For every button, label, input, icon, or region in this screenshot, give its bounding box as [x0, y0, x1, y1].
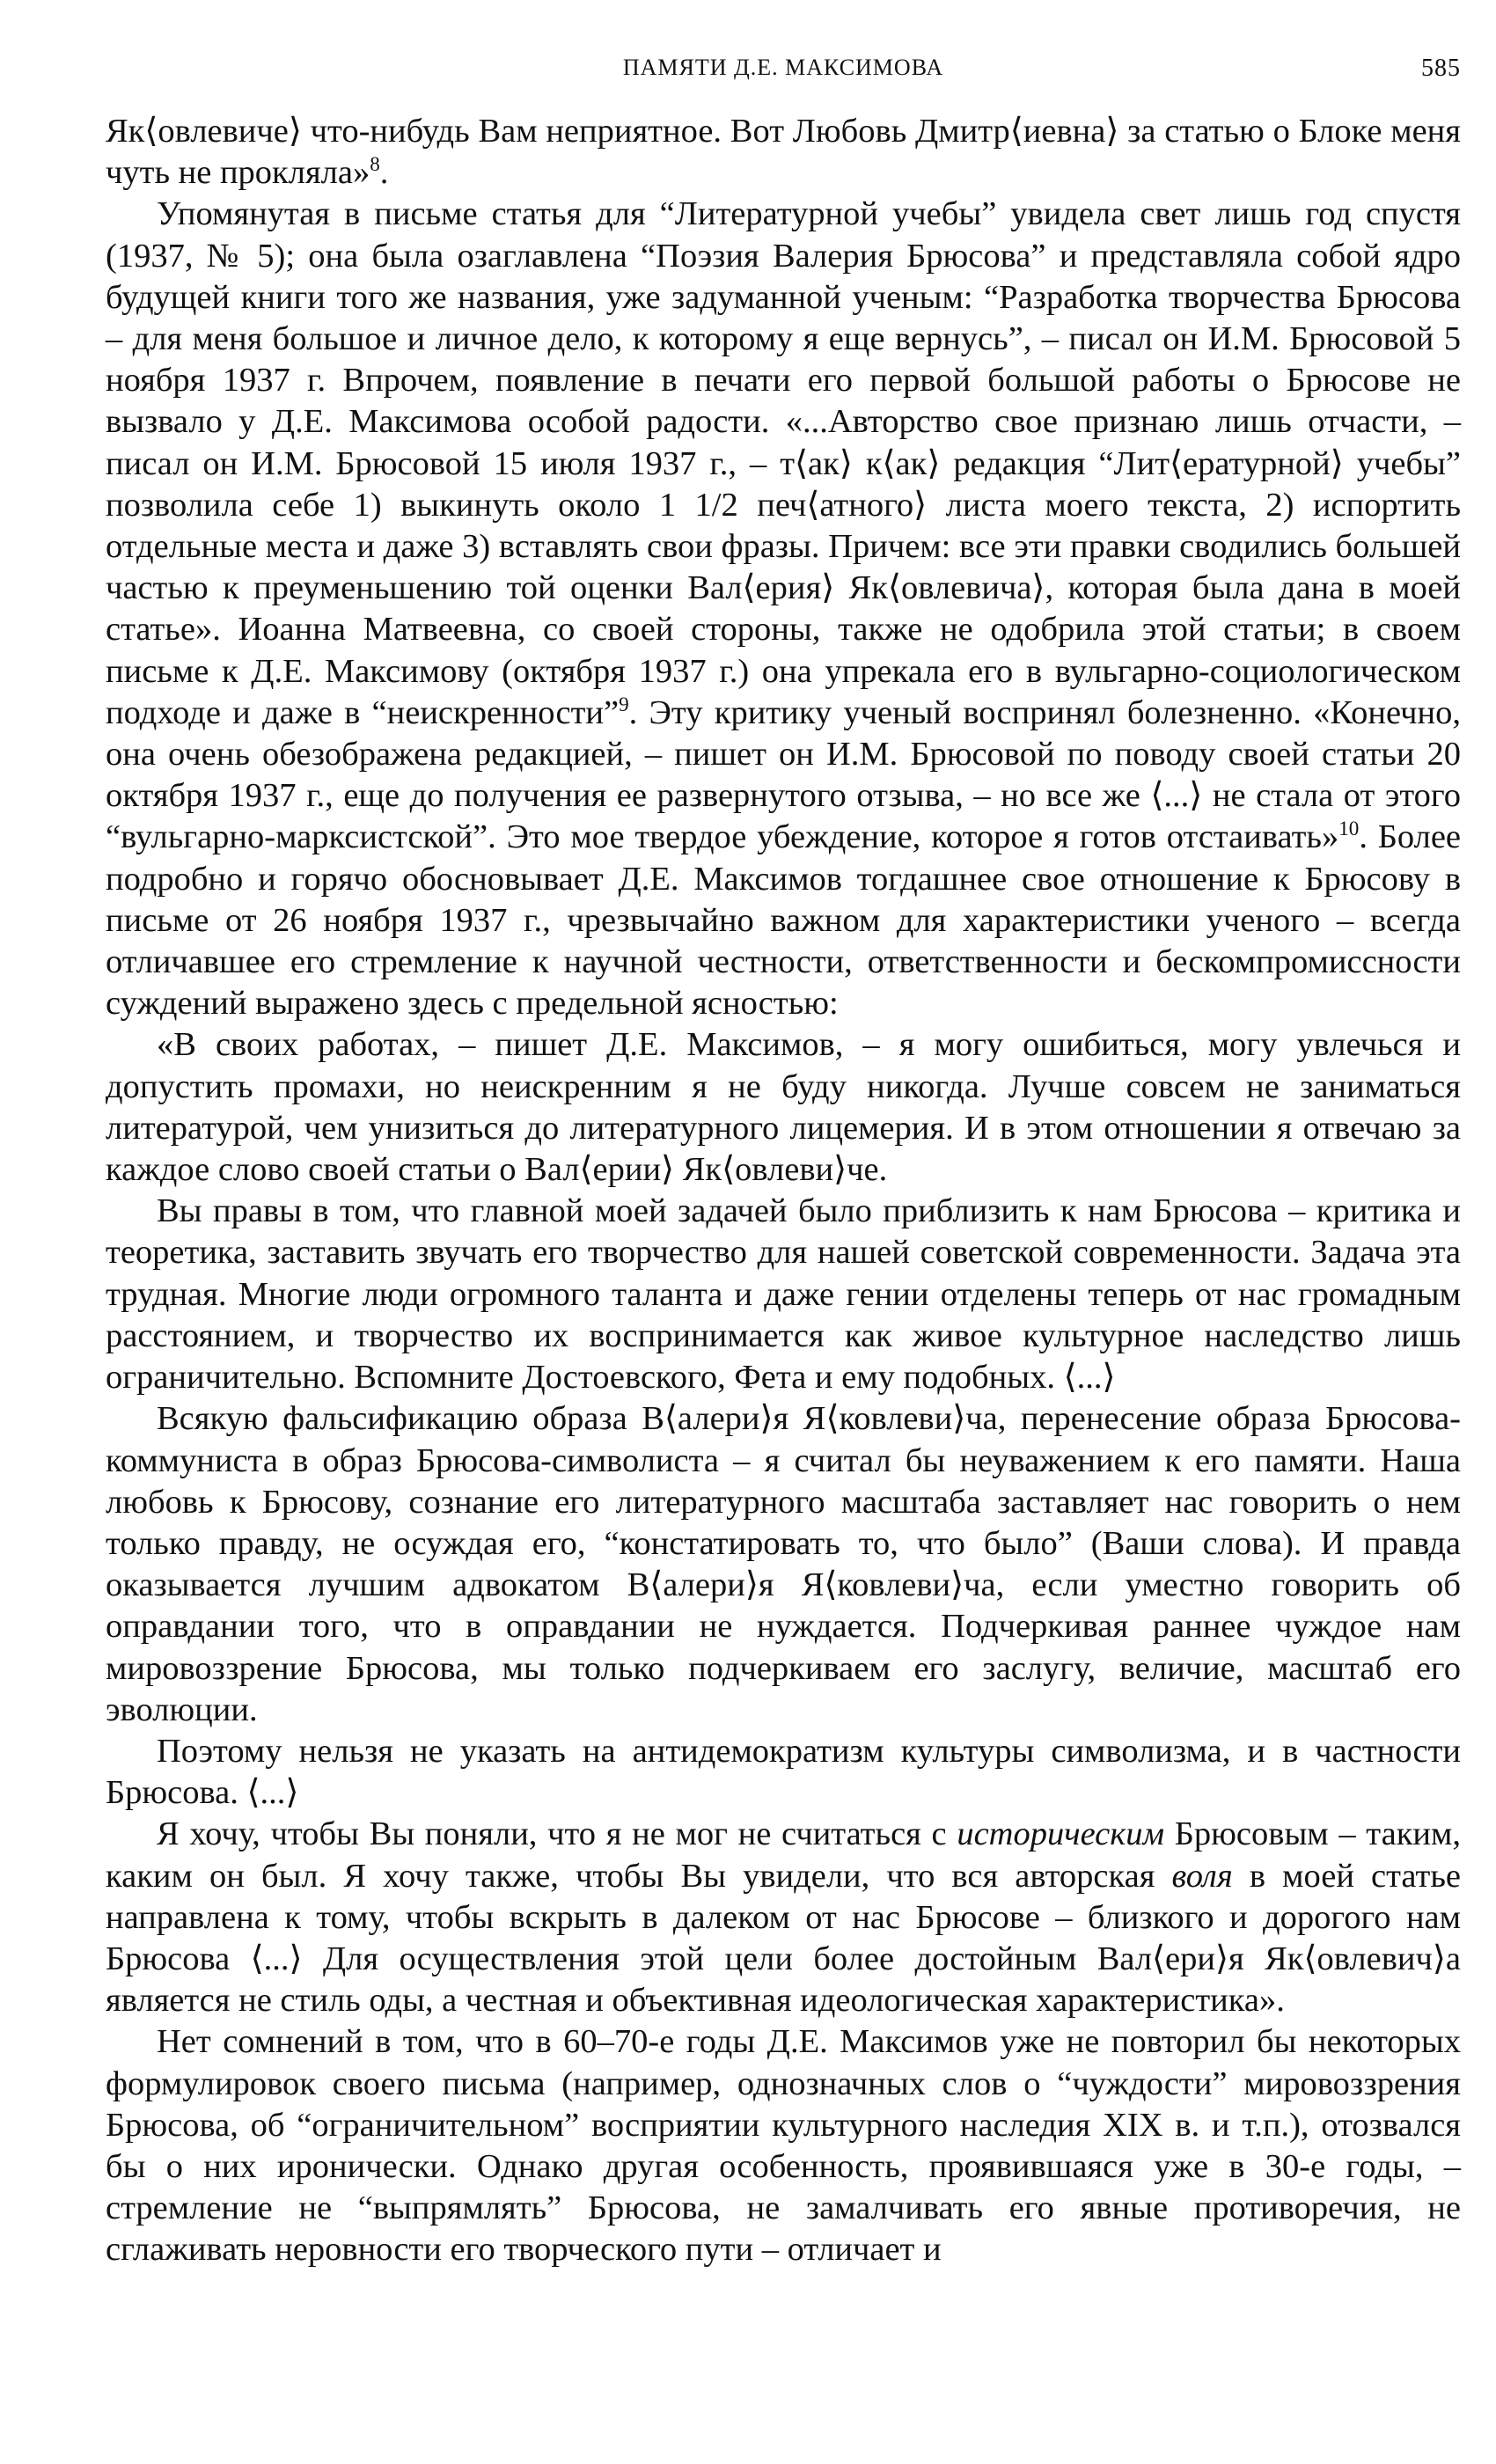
- quote-paragraph-1: «В своих работах, – пишет Д.Е. Максимов, – я могу ошибиться, могу увлечься и допустить промахи, но неискренним я не буду никогда. Лучше совсем не заниматься литературой, чем унизиться до литературного лицемерия. И в этом отношении я отвечаю за каждое слово своей статьи о Вал⟨ерии⟩ Як⟨овлеви⟩че.: [106, 1026, 1461, 1189]
- quote-paragraph-2: Вы правы в том, что главной моей задачей было приблизить к нам Брюсова – критика и теоретика, заставить звучать его творчество для нашей советской современности. Задача эта трудная. Многие люди огромного таланта и даже гении отделены теперь от нас громадным расстоянием, и творчество их воспринимается как живое культурное наследство лишь ограничительно. Вспомните Достоевского, Фета и ему подобных. ⟨...⟩: [106, 1192, 1461, 1397]
- emphasis-historical: историческим: [957, 1815, 1165, 1853]
- running-title: ПАМЯТИ Д.Е. МАКСИМОВА: [622, 55, 944, 80]
- page-header: [106, 35, 1461, 88]
- quote-paragraph-3: Всякую фальсификацию образа В⟨алери⟩я Я⟨ковлеви⟩ча, перенесение образа Брюсова-коммуниста в образ Брюсова-символиста – я считал бы неуважением к его памяти. Наша любовь к Брюсову, сознание его литературного масштаба заставляет нас говорить о нем только правду, не осуждая его, “констатировать то, что было” (Ваши слова). И правда оказывается лучшим адвокатом В⟨алери⟩я Я⟨ковлеви⟩ча, если уместно говорить об оправдании того, что в оправдании не нуждается. Подчеркивая раннее чуждое нам мировоззрение Брюсова, мы только подчеркиваем его заслугу, величие, масштаб его эволюции.: [106, 1400, 1461, 1728]
- quote-paragraph-4: Поэтому нельзя не указать на антидемократизм культуры символизма, и в частности Брюсова. ⟨...⟩: [106, 1732, 1461, 1812]
- document-page: [106, 35, 1461, 2271]
- article-body: [106, 111, 1461, 2271]
- page-number: 585: [1421, 55, 1461, 82]
- footnote-ref-8[interactable]: 8: [370, 152, 380, 176]
- footnote-ref-9[interactable]: 9: [619, 693, 629, 716]
- footnote-ref-10[interactable]: 10: [1338, 817, 1360, 840]
- paragraph-final: Нет сомнений в том, что в 60–70-е годы Д.Е. Максимов уже не повторил бы некоторых формулировок своего письма (например, однозначных слов о “чуждости” мировоззрения Брюсова, об “ограничительном” восприятии культурного наследия XIX в. и т.п.), отозвался бы о них иронически. Однако другая особенность, проявившаяся уже в 30-е годы, – стремление не “выпрямлять” Брюсова, не замалчивать его явные противоречия, не сглаживать неровности его творческого пути – отличает и: [106, 2023, 1461, 2269]
- paragraph-2: Упомянутая в письме статья для “Литературной учебы” увидела свет лишь год спустя (1937, № 5); она была озаглавлена “Поэзия Валерия Брюсова” и представляла собой ядро будущей книги того же названия, уже задуманной ученым: “Разработка творчества Брюсова – для меня большое и личное дело, к которому я еще вернусь”, – писал он И.М. Брюсовой 5 ноября 1937 г. Впрочем, появление в печати его первой большой работы о Брюсове не вызвало у Д.Е. Максимова особой радости. «...Авторство свое признаю лишь отчасти, – писал он И.М. Брюсовой 15 июля 1937 г., – т⟨ак⟩ к⟨ак⟩ редакция “Лит⟨ературной⟩ учебы” позволила себе 1) выкинуть около 1 1/2 печ⟨атного⟩ листа моего текста, 2) испортить отдельные места и даже 3) вставлять свои фразы. Причем: все эти правки сводились большей частью к преуменьшению той оценки Вал⟨ерия⟩ Як⟨овлевича⟩, которая была дана в моей статье». Иоанна Матвеевна, со своей стороны, также не одобрила этой статьи; в своем письме к Д.Е. Максимову (октября 1937 г.) она упрекала его в вульгарно-социологическом подходе и даже в “неискренности”$^9$. Эту критику ученый воспринял болезненно. «Конечно, она очень обезображена редакцией, – пишет он И.М. Брюсовой по поводу своей статьи 20 октября 1937 г., еще до получения ее развернутого отзыва, – но все же ⟨...⟩ не стала от этого “вульгарно-марксистской”. Это мое твердое убеждение, которое я готов отстаивать»$^{10}$. Более подробно и горячо обосновывает Д.Е. Максимов тогдашнее свое отношение к Брюсову в письме от 26 ноября 1937 г., чрезвычайно важном для характеристики ученого – всегда отличавшее его стремление к научной честности, ответственности и бескомпромиссности суждений выражено здесь с предельной ясностью:: [106, 195, 1461, 1023]
- paragraph-1: Як⟨овлевиче⟩ что-нибудь Вам неприятное. Вот Любовь Дмитр⟨иевна⟩ за статью о Блоке меня чуть не прокляла»$^8$.: [106, 113, 1461, 192]
- quote-paragraph-5: Я хочу, чтобы Вы поняли, что я не мог не считаться с историческим Брюсовым – таким, каким он был. Я хочу также, чтобы Вы увидели, что вся авторская воля в моей статье направлена к тому, чтобы вскрыть в далеком от нас Брюсове – близкого и дорогого нам Брюсова ⟨...⟩ Для осуществления этой цели более достойным Вал⟨ери⟩я Як⟨овлевич⟩а является не стиль оды, а честная и объективная идеологическая характеристика».: [106, 1815, 1461, 2020]
- emphasis-will: воля: [1171, 1857, 1233, 1895]
